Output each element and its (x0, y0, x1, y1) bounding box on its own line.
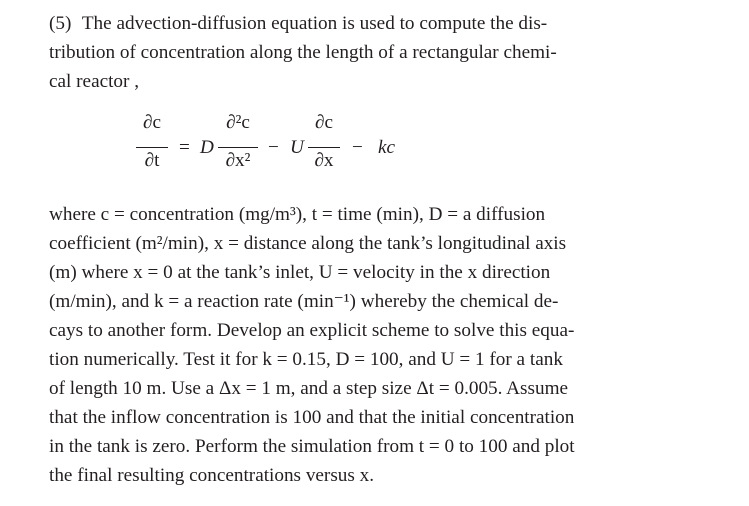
body-line: cays to another form. Develop an explicit scheme to solve this equa- (49, 320, 575, 341)
problem-number: (5) (49, 13, 72, 34)
problem-intro (49, 0, 689, 96)
velocity-coefficient: U (290, 137, 304, 158)
body-line: where c = concentration (mg/m³), t = time (min), D = a diffusion (49, 204, 546, 225)
minus-sign: − (268, 137, 279, 158)
reaction-term: kc (378, 137, 396, 158)
body-line: in the tank is zero. Perform the simulation from t = 0 to 100 and plot (49, 436, 575, 457)
body-line: tion numerically. Test it for k = 0.15, D = 100, and U = 1 for a tank (49, 349, 563, 370)
problem-body (49, 200, 689, 490)
fraction-bar (218, 147, 258, 148)
body-line: the final resulting concentrations versus x. (49, 465, 375, 486)
equals-sign: = (179, 137, 190, 158)
body-line: coefficient (m²/min), x = distance along the tank’s longitudinal axis (49, 233, 567, 254)
intro-line-3: cal reactor , (49, 71, 140, 92)
intro-line-2: tribution of concentration along the length of a rectangular chemi- (49, 42, 557, 63)
advection-diffusion-equation: ∂c ∂t = D ∂²c ∂x² − U ∂c ∂x − kc (134, 112, 534, 192)
diffusion-coefficient: D (200, 137, 214, 158)
fraction-bar (136, 147, 168, 148)
intro-line-1: (5) The advection-diffusion equation is used to compute the dis- (49, 13, 548, 34)
body-line: (m/min), and k = a reaction rate (min⁻¹) whereby the chemical de- (49, 291, 559, 312)
body-line: that the inflow concentration is 100 and that the initial concentration (49, 407, 575, 428)
fraction-bar (308, 147, 340, 148)
minus-sign: − (352, 137, 363, 158)
body-line: (m) where x = 0 at the tank’s inlet, U = velocity in the x direction (49, 262, 551, 283)
body-line: of length 10 m. Use a Δx = 1 m, and a step size Δt = 0.005. Assume (49, 378, 569, 399)
